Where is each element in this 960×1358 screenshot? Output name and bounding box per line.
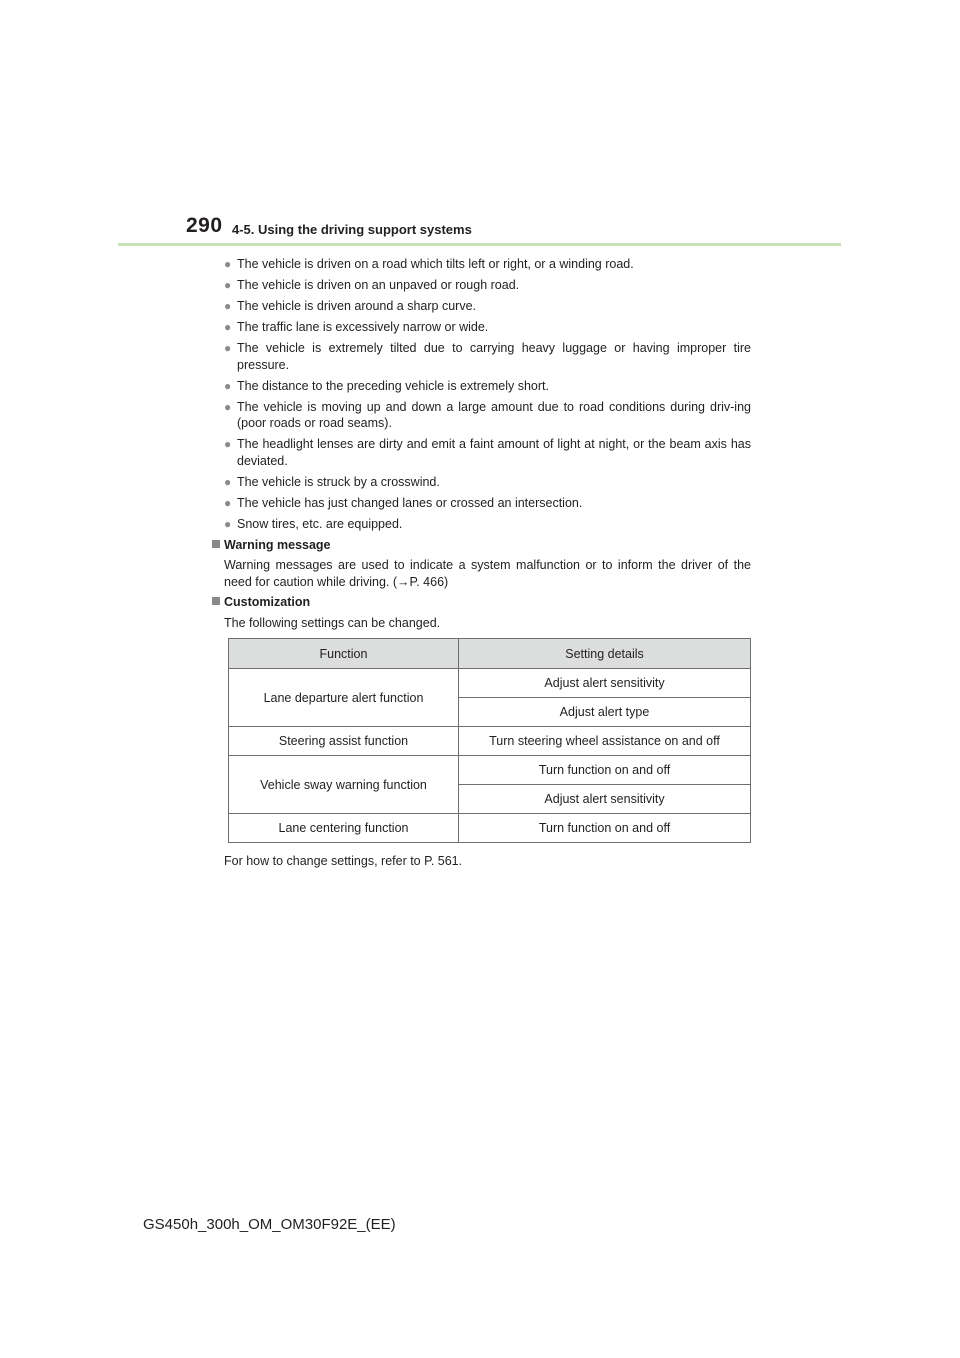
- detail-cell: Adjust alert type: [459, 698, 751, 727]
- table-row: [229, 814, 751, 843]
- bullet-icon: ●: [224, 320, 232, 334]
- warning-body: Warning messages are used to indicate a system malfunction or to inform the driver of the need for caution while driving. (→P. 466): [224, 558, 751, 589]
- list-item: ● Snow tires, etc. are equipped.: [224, 516, 403, 531]
- bullet-icon: ●: [224, 437, 232, 451]
- list-item: ● The vehicle is struck by a crosswind.: [224, 474, 440, 489]
- detail-cell: Turn function on and off: [459, 756, 751, 785]
- function-cell: Steering assist function: [229, 727, 459, 756]
- list-item: ● The vehicle is moving up and down a large amount due to road conditions during driv-ing (poor roads or road seams).: [224, 399, 751, 430]
- list-item: ● The vehicle is driven around a sharp curve.: [224, 299, 477, 313]
- bullet-icon: ●: [224, 495, 232, 510]
- condition-list: [224, 256, 751, 532]
- table-row: [229, 756, 751, 785]
- bullet-icon: ●: [224, 341, 232, 355]
- detail-cell: Turn steering wheel assistance on and off: [459, 727, 751, 756]
- bullet-icon: ●: [224, 399, 232, 414]
- list-item: ● The vehicle is driven on an unpaved or rough road.: [224, 278, 520, 292]
- page-number: 290: [186, 214, 223, 237]
- customization-section: [224, 594, 751, 631]
- detail-cell: Adjust alert sensitivity: [459, 669, 751, 698]
- warning-section: [224, 537, 751, 591]
- table-header-row: [229, 639, 751, 669]
- document-code: GS450h_300h_OM_OM30F92E_(EE): [143, 1216, 396, 1233]
- list-item: ● The headlight lenses are dirty and emit a faint amount of light at night, or the beam axis has deviated.: [224, 437, 751, 468]
- list-item: ● The traffic lane is excessively narrow or wide.: [224, 320, 489, 334]
- customization-heading: Customization: [224, 595, 311, 609]
- column-header-function: Function: [229, 639, 459, 669]
- main-content: [224, 256, 751, 631]
- function-cell: Lane centering function: [229, 814, 459, 843]
- table-row: [229, 727, 751, 756]
- table-row: [229, 669, 751, 698]
- bullet-icon: ●: [224, 257, 232, 271]
- warning-heading: Warning message: [224, 537, 331, 552]
- bullet-icon: ●: [224, 278, 232, 292]
- list-item: ● The distance to the preceding vehicle is extremely short.: [224, 378, 549, 393]
- function-cell: Lane departure alert function: [229, 669, 459, 727]
- bullet-icon: ●: [224, 378, 232, 393]
- bullet-icon: ●: [224, 299, 232, 313]
- square-bullet-icon: [212, 540, 220, 548]
- list-item: ● The vehicle is extremely tilted due to carrying heavy luggage or having improper tire pressure.: [224, 341, 751, 372]
- detail-cell: Adjust alert sensitivity: [459, 785, 751, 814]
- bullet-icon: ●: [224, 516, 232, 531]
- settings-table: [228, 638, 751, 843]
- bullet-icon: ●: [224, 474, 232, 489]
- list-item: ● The vehicle is driven on a road which tilts left or right, or a winding road.: [224, 257, 634, 271]
- detail-cell: Turn function on and off: [459, 814, 751, 843]
- settings-reference: For how to change settings, refer to P. 561.: [224, 854, 463, 868]
- header-rule: [118, 243, 841, 246]
- section-title: 4-5. Using the driving support systems: [232, 222, 472, 237]
- list-item: ● The vehicle has just changed lanes or crossed an intersection.: [224, 495, 583, 510]
- square-bullet-icon: [212, 597, 220, 605]
- customization-body: The following settings can be changed.: [224, 615, 441, 630]
- function-cell: Vehicle sway warning function: [229, 756, 459, 814]
- column-header-setting-details: Setting details: [459, 639, 751, 669]
